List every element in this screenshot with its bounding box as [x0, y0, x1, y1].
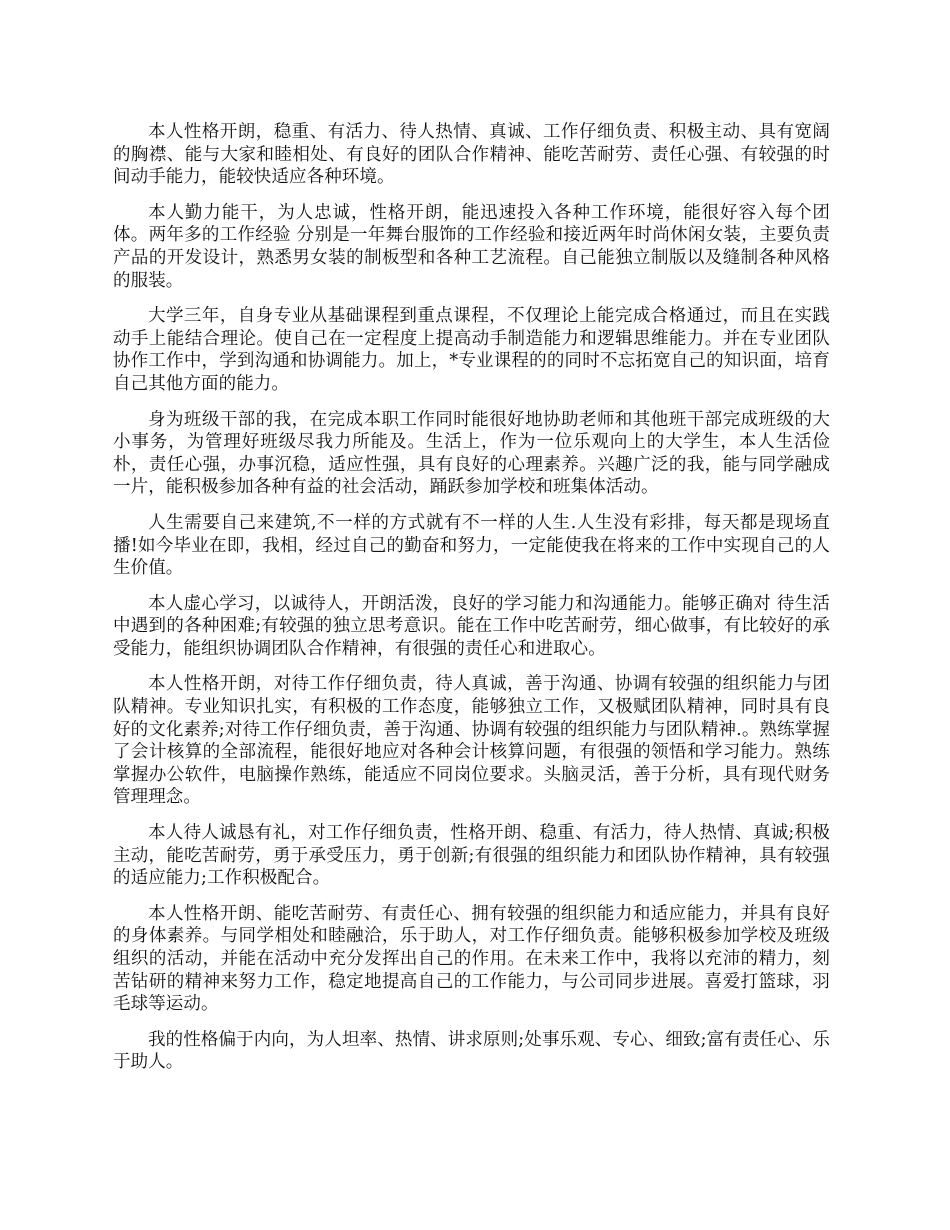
paragraph-8: 本人待人诚恳有礼，对工作仔细负责，性格开朗、稳重、有活力，待人热情、真诚;积极主动，能吃苦耐劳，勇于承受压力，勇于创新;有很强的组织能力和团队协作精神，具有较强的适应能力;工作积极配合。: [113, 823, 830, 889]
paragraph-5: 人生需要自己来建筑,不一样的方式就有不一样的人生.人生没有彩排，每天都是现场直播!如今毕业在即，我相，经过自己的勤奋和努力，一定能使我在将来的工作中实现自己的人生价值。: [113, 512, 830, 579]
paragraph-10: 我的性格偏于内向，为人坦率、热情、讲求原则;处事乐观、专心、细致;富有责任心、乐于助人。: [113, 1029, 830, 1073]
paragraph-9: 本人性格开朗、能吃苦耐劳、有责任心、拥有较强的组织能力和适应能力，并具有良好的身体素养。与同学相处和睦融洽，乐于助人，对工作仔细负责。能够积极参加学校及班级组织的活动，并能在活动中充分发挥出自己的作用。在未来工作中，我将以充沛的精力，刻苦钻研的精神来努力工作，稳定地提高自己的工作能力，与公司同步进展。喜爱打篮球，羽毛球等运动。: [113, 903, 830, 1015]
paragraph-2: 本人勤力能干，为人忠诚，性格开朗，能迅速投入各种工作环境，能很好容入每个团体。两年多的工作经验 分别是一年舞台服饰的工作经验和接近两年时尚休闲女装，主要负责产品的开发设计，熟悉男女装的制板型和各种工艺流程。自己能独立制版以及缝制各种风格的服装。: [113, 202, 830, 291]
paragraph-1: 本人性格开朗，稳重、有活力、待人热情、真诚、工作仔细负责、积极主动、具有宽阔的胸襟、能与大家和睦相处、有良好的团队合作精神、能吃苦耐劳、责任心强、有较强的时间动手能力，能较快适应各种环境。: [113, 122, 830, 188]
paragraph-4: 身为班级干部的我，在完成本职工作同时能很好地协助老师和其他班干部完成班级的大小事务，为管理好班级尽我力所能及。生活上，作为一位乐观向上的大学生，本人生活俭朴，责任心强，办事沉稳，适应性强，具有良好的心理素养。兴趣广泛的我，能与同学融成一片，能积极参加各种有益的社会活动，踊跃参加学校和班集体活动。: [113, 409, 830, 498]
paragraph-3: 大学三年，自身专业从基础课程到重点课程，不仅理论上能完成合格通过，而且在实践动手上能结合理论。使自己在一定程度上提高动手制造能力和逻辑思维能力。并在专业团队协作工作中，学到沟通和协调能力。加上，*专业课程的的同时不忘拓宽自己的知识面，培育自己其他方面的能力。: [113, 306, 830, 394]
paragraph-6: 本人虚心学习，以诚待人，开朗活泼，良好的学习能力和沟通能力。能够正确对 待生活中遇到的各种困难;有较强的独立思考意识。能在工作中吃苦耐劳，细心做事，有比较好的承受能力，能组织协调团队合作精神，有很强的责任心和进取心。: [113, 593, 830, 659]
paragraph-7: 本人性格开朗，对待工作仔细负责，待人真诚，善于沟通、协调有较强的组织能力与团队精神。专业知识扎实，有积极的工作态度，能够独立工作，又极赋团队精神，同时具有良好的文化素养;对待工作仔细负责，善于沟通、协调有较强的组织能力与团队精神.。熟练掌握了会计核算的全部流程，能很好地应对各种会计核算问题，有很强的领悟和学习能力。熟练掌握办公软件，电脑操作熟练，能适应不同岗位要求。头脑灵活，善于分析，具有现代财务管理理念。: [113, 674, 830, 808]
document-body: [113, 121, 830, 1087]
